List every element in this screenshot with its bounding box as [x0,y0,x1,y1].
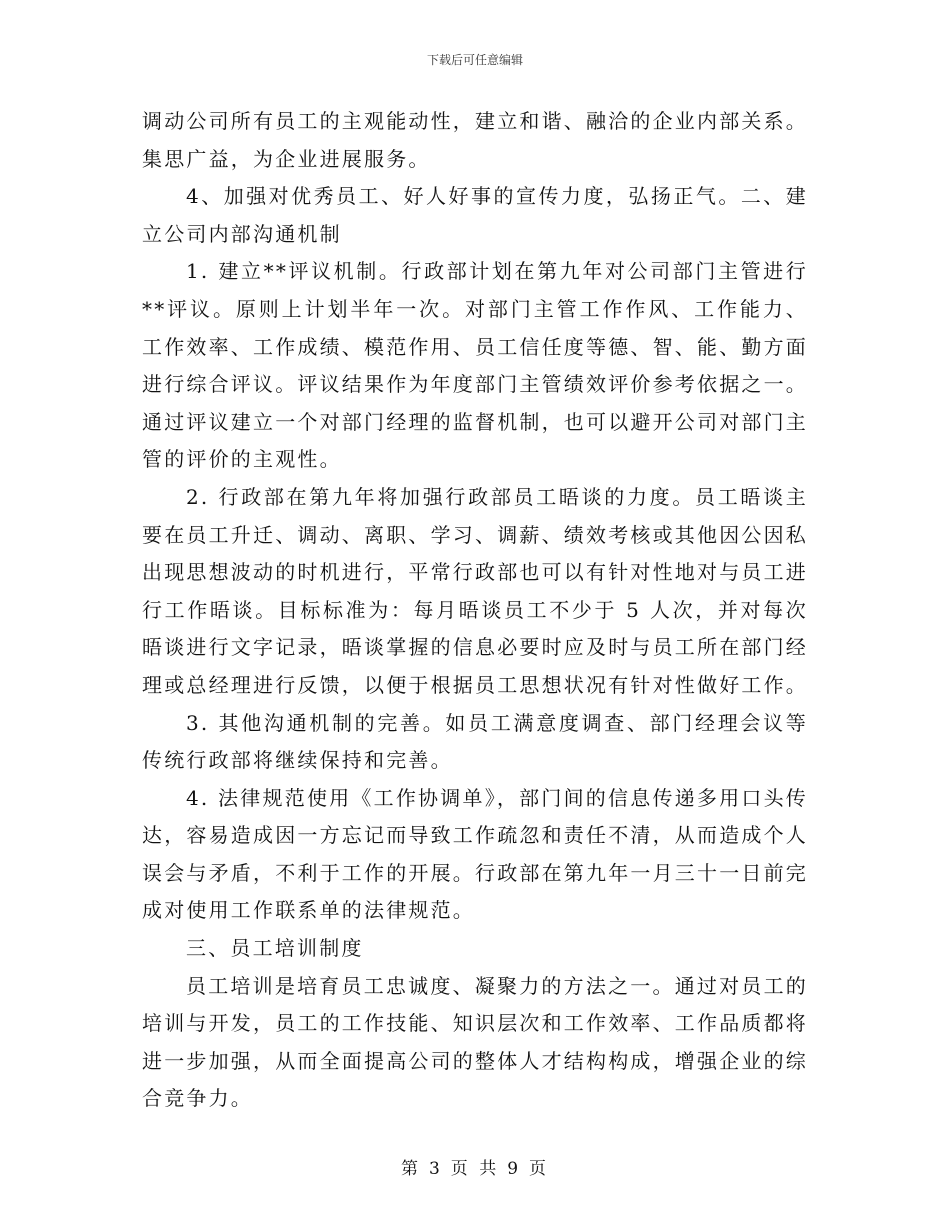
page-total-number: 9 [507,1159,522,1179]
document-body [142,103,808,1118]
page-current-number: 3 [428,1159,443,1179]
page-suffix: 页 [529,1159,550,1179]
paragraph-item-4-publicity: 4、加强对优秀员工、好人好事的宣传力度，弘扬正气。二、建立公司内部沟通机制 [142,184,808,246]
page-prefix: 第 [400,1159,421,1179]
section-heading-training: 三、员工培训制度 [186,936,364,961]
paragraph-continuation: 调动公司所有员工的主观能动性，建立和谐、融洽的企业内部关系。集思广益，为企业进展服务。 [142,109,808,171]
page-footer [0,1154,950,1179]
paragraph-item-4-coordination-form: 4. 法律规范使用《工作协调单》，部门间的信息传递多用口头传达，容易造成因一方忘记而导致工作疏忽和责任不清，从而造成个人误会与矛盾，不利于工作的开展。行政部在第九年一月三十一日前完成对使用工作联系单的法律规范。 [142,785,808,923]
paragraph-item-3-other-mechanisms: 3. 其他沟通机制的完善。如员工满意度调查、部门经理会议等传统行政部将继续保持和完善。 [142,710,808,773]
page-middle-text: 页 共 [450,1159,500,1179]
paragraph-training-intro: 员工培训是培育员工忠诚度、凝聚力的方法之一。通过对员工的培训与开发，员工的工作技能、知识层次和工作效率、工作品质都将进一步加强，从而全面提高公司的整体人才结构构成，增强企业的综合竞争力。 [142,973,808,1111]
paragraph-item-1-evaluation: 1. 建立**评议机制。行政部计划在第九年对公司部门主管进行**评议。原则上计划半年一次。对部门主管工作作风、工作能力、工作效率、工作成绩、模范作用、员工信任度等德、智、能、勤方面进行综合评议。评议结果作为年度部门主管绩效评价参考依据之一。通过评议建立一个对部门经理的监督机制，也可以避开公司对部门主管的评价的主观性。 [142,259,808,472]
page-header: 下载后可任意编辑 [426,53,523,67]
paragraph-item-2-interviews: 2. 行政部在第九年将加强行政部员工晤谈的力度。员工晤谈主要在员工升迁、调动、离职、学习、调薪、绩效考核或其他因公因私出现思想波动的时机进行，平常行政部也可以有针对性地对与员工进行工作晤谈。目标标准为：每月晤谈员工不少于 5 人次，并对每次晤谈进行文字记录，晤谈掌握的信息必要时应及时与员工所在部门经理或总经理进行反馈，以便于根据员工思想状况有针对性做好工作。 [142,484,808,697]
